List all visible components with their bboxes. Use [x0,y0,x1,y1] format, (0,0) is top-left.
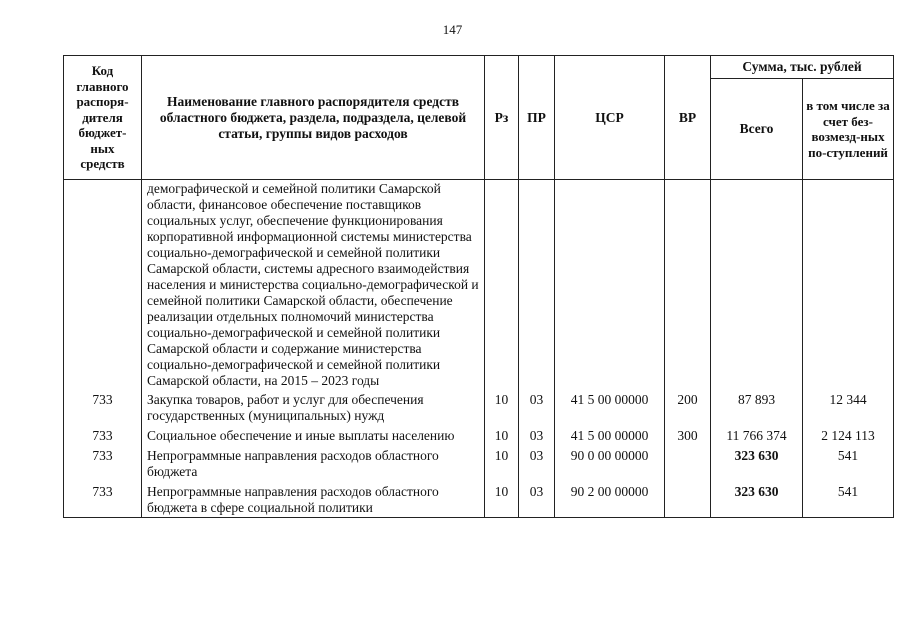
cell-rz: 10 [485,481,519,518]
cell-csr: 41 5 00 00000 [555,389,665,425]
cell-incl: 2 124 113 [803,425,894,445]
cell-csr: 41 5 00 00000 [555,425,665,445]
cell-csr: 90 2 00 00000 [555,481,665,518]
cell-rz: 10 [485,425,519,445]
cell-pr: 03 [519,425,555,445]
header-total: Всего [711,79,803,180]
header-name: Наименование главного распорядителя средств областного бюджета, раздела, подраздела, целевой статьи, группы видов расходов [142,56,485,180]
table-row [64,445,894,481]
header-sum: Сумма, тыс. рублей [711,56,894,79]
header-row [64,56,894,79]
cell-name: Социальное обеспечение и иные выплаты населению [142,425,485,445]
cell-pr: 03 [519,481,555,518]
cell-code: 733 [64,481,142,518]
cell-incl: 541 [803,481,894,518]
cell-vr: 200 [665,389,711,425]
cell-rz: 10 [485,445,519,481]
cell-csr: 90 0 00 00000 [555,445,665,481]
cell-code: 733 [64,445,142,481]
cell-vr [665,481,711,518]
header-code: Код главного распоря-дителя бюджет-ных средств [64,56,142,180]
table-row [64,389,894,425]
table-row [64,425,894,445]
cell-incl: 541 [803,445,894,481]
cell-total: 323 630 [711,445,803,481]
budget-table [63,55,894,518]
cell-pr: 03 [519,389,555,425]
header-vr: ВР [665,56,711,180]
header-rz: Рз [485,56,519,180]
cell-code: 733 [64,389,142,425]
cell-vr: 300 [665,425,711,445]
header-incl: в том числе за счет без-возмезд-ных по-ступлений [803,79,894,180]
page-number: 147 [442,22,463,37]
header-pr: ПР [519,56,555,180]
continuation-text: демографической и семейной политики Самарской области, финансовое обеспечение поставщиков социальных услуг, обеспечение функционирования корпоративной информационной системы министерства социально-демографической и семейной политики Самарской области, системы адресного взаимодействия населения и министерства социально-демографической и семейной политики Самарской области, обеспечение реализации отдельных полномочий министерства социально-демографической и семейной политики Самарской области и содержание министерства социально-демографической и семейной политики Самарской области, на 2015 – 2023 годы [142,180,485,390]
cell-rz: 10 [485,389,519,425]
header-csr: ЦСР [555,56,665,180]
cell-name: Непрограммные направления расходов областного бюджета [142,445,485,481]
cell-name: Закупка товаров, работ и услуг для обеспечения государственных (муниципальных) нужд [142,389,485,425]
cell-pr: 03 [519,445,555,481]
cell-total: 87 893 [711,389,803,425]
cell-code: 733 [64,425,142,445]
cell-incl: 12 344 [803,389,894,425]
table-row-continuation [64,180,894,390]
table-row [64,481,894,518]
cell-total: 323 630 [711,481,803,518]
cell-name: Непрограммные направления расходов областного бюджета в сфере социальной политики [142,481,485,518]
cell-vr [665,445,711,481]
cell-total: 11 766 374 [711,425,803,445]
